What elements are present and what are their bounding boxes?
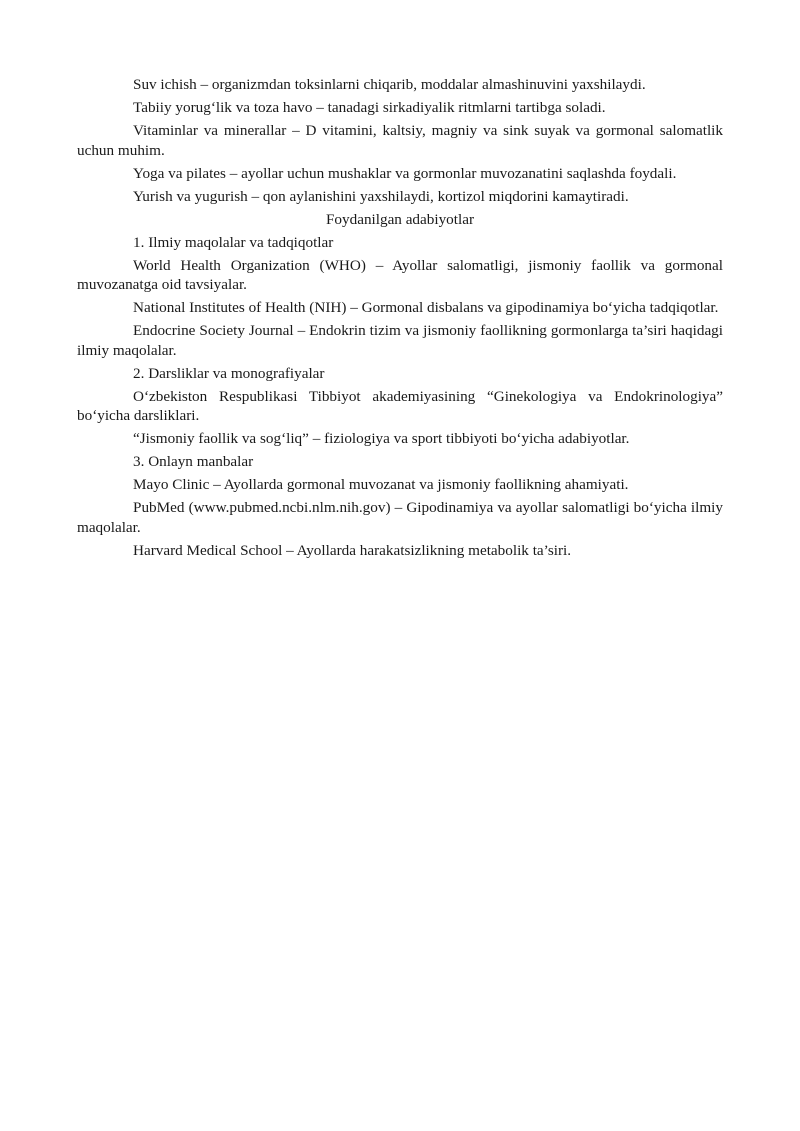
reference-item: Harvard Medical School – Ayollarda harakatsizlikning metabolik ta’siri. [133, 541, 572, 559]
reference-item: World Health Organization (WHO) – Ayollar salomatligi, jismoniy faollik va gormonal muvozanatga oid tavsiyalar. [77, 256, 723, 293]
paragraph-vitamins: Vitaminlar va minerallar – D vitamini, kaltsiy, magniy va sink suyak va gormonal salomatlik uchun muhim. [77, 122, 723, 159]
paragraph-walking: Yurish va yugurish – qon aylanishini yaxshilaydi, kortizol miqdorini kamaytiradi. [133, 187, 629, 205]
section-title-articles: 1. Ilmiy maqolalar va tadqiqotlar [133, 233, 334, 251]
paragraph-yoga: Yoga va pilates – ayollar uchun mushaklar va gormonlar muvozanatini saqlashda foydali. [133, 164, 677, 182]
reference-item: PubMed (www.pubmed.ncbi.nlm.nih.gov) – Gipodinamiya va ayollar salomatligi bo‘yicha ilmiy maqolalar. [77, 499, 723, 536]
reference-item: Mayo Clinic – Ayollarda gormonal muvozanat va jismoniy faollikning ahamiyati. [133, 476, 629, 493]
references-heading: Foydanilgan adabiyotlar [325, 210, 475, 228]
reference-item: Endocrine Society Journal – Endokrin tizim va jismoniy faollikning gormonlarga ta’siri haqidagi ilmiy maqolalar. [77, 322, 723, 359]
section-title-textbooks: 2. Darsliklar va monografiyalar [133, 364, 325, 382]
paragraph-light-air: Tabiiy yorug‘lik va toza havo – tanadagi sirkadiyalik ritmlarni tartibga soladi. [133, 99, 606, 116]
section-title-online: 3. Onlayn manbalar [133, 453, 254, 470]
reference-item: O‘zbekiston Respublikasi Tibbiyot akademiyasining “Ginekologiya va Endokrinologiya” bo‘yicha darsliklari. [77, 387, 723, 424]
reference-item: National Institutes of Health (NIH) – Gormonal disbalans va gipodinamiya bo‘yicha tadqiqotlar. [133, 299, 719, 316]
document-page [77, 75, 723, 564]
paragraph-water: Suv ichish – organizmdan toksinlarni chiqarib, moddalar almashinuvini yaxshilaydi. [133, 76, 646, 93]
reference-item: “Jismoniy faollik va sog‘liq” – fiziologiya va sport tibbiyoti bo‘yicha adabiyotlar. [133, 430, 630, 447]
